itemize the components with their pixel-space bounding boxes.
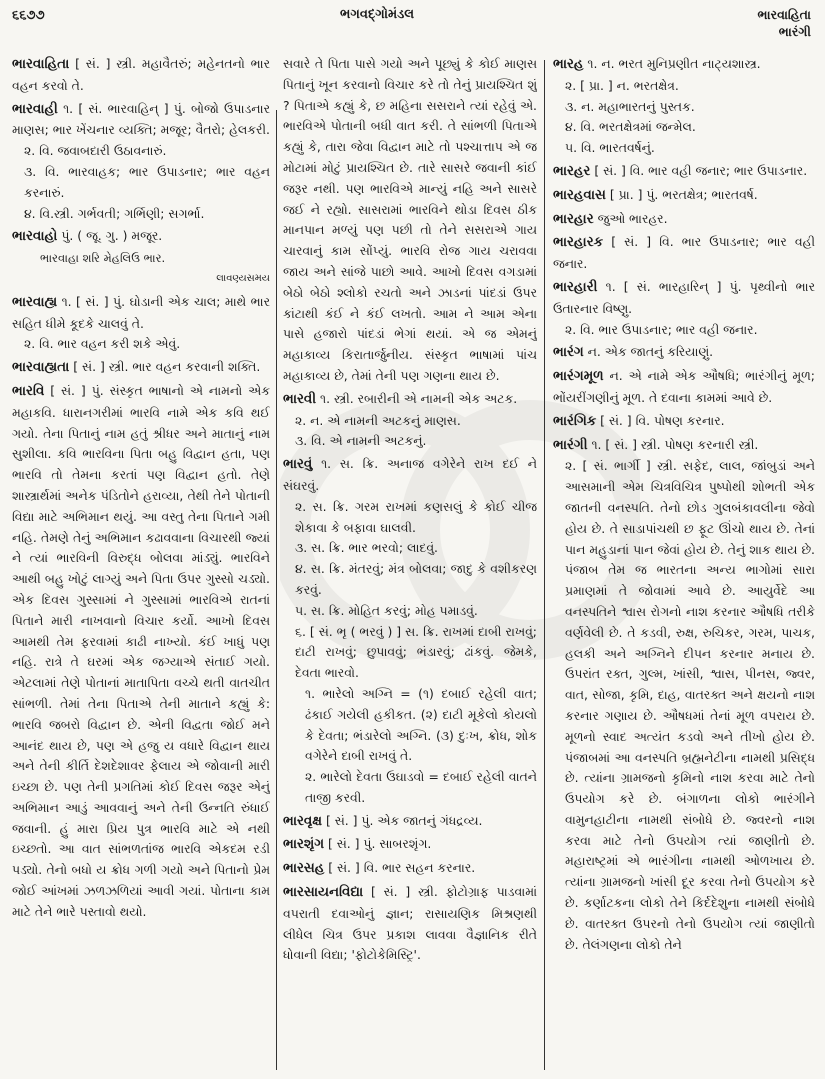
entry-body: ન. એ નામે એક ઔષધિ; ભારંગીનું મૂળ; ભોંયરીંગણીનું મૂળ. તે દવાના કામમાં આવે છે. bbox=[553, 368, 815, 405]
dictionary-entry bbox=[553, 185, 815, 207]
sense: ૫. વિ. ભારતવર્ષનું. bbox=[565, 140, 655, 156]
entry-body: [ સં. ] વિ. ભાર સહન કરનાર. bbox=[328, 860, 476, 876]
left-column bbox=[12, 54, 270, 1072]
dictionary-entry bbox=[553, 209, 815, 231]
dictionary-entry bbox=[12, 292, 270, 355]
headword: ભારવાહ્ય bbox=[12, 294, 58, 310]
headword: ભારવું bbox=[283, 457, 313, 473]
quotation: ભારવાહા શરિ મેહલિઉ ભાર. bbox=[40, 251, 166, 266]
entry-body: ન. એક જાતનું કરિયાણું. bbox=[587, 344, 714, 360]
dictionary-entry bbox=[12, 99, 270, 225]
headword: ભારહારક bbox=[553, 235, 604, 251]
dictionary-entry bbox=[553, 435, 815, 956]
dictionary-entry bbox=[283, 882, 537, 966]
sense: ૧. [ સં. ભારવાહિન્ ] પું. બોજો ઉપાડનાર માણસ; ભાર ખેંચનાર વ્યક્તિ; મજૂર; વૈતરો; હેલકરી. bbox=[12, 100, 270, 138]
dictionary-entry bbox=[553, 342, 815, 364]
sense: ૩. વિ. એ નામની અટકનું. bbox=[295, 433, 427, 449]
entry-body: [ સં. ] વિ. પોષણ કરનાર. bbox=[600, 412, 725, 428]
headword: ભારસાયનવિદ્યા bbox=[283, 885, 364, 901]
sense: ૨. સ. ક્રિ. ગરમ રાખમાં કણસલું કે કોઈ ચીજ શેકાવા કે બફાવા ઘાલવી. bbox=[295, 498, 537, 535]
sense: ૪. વિ.સ્ત્રી. ગર્ભવતી; ગર્ભિણી; સગર્ભા. bbox=[24, 205, 205, 221]
dictionary-entry bbox=[283, 834, 537, 856]
dictionary-entry bbox=[553, 161, 815, 183]
dictionary-entry bbox=[553, 54, 815, 159]
headword: ભારહારી bbox=[553, 279, 598, 295]
dictionary-entry bbox=[12, 226, 270, 289]
dictionary-entry bbox=[553, 411, 815, 433]
sense: ૬. [ સં. ભૃ ( ભરવું ) ] સ. ક્રિ. રાખમાં દાબી રાખવું; દાટી રાખવું; છુપાવવું; ભંડારવું; ઢાંકવું. જેમકે, દેવતા ભારવો. bbox=[295, 623, 537, 681]
entry-body: પું. ( જૂ. ગુ. ) મજૂર. bbox=[61, 228, 163, 244]
headword: ભારવાહ્યતા bbox=[12, 360, 70, 376]
headword: ભારવિ bbox=[12, 383, 45, 399]
page-header bbox=[0, 0, 825, 52]
sense: ૧. ન. ભરત મુનિપ્રણીત નાટ્યશાસ્ત્ર. bbox=[587, 56, 761, 71]
headword: ભારંગી bbox=[553, 437, 588, 453]
headword: ભારહવાસ bbox=[553, 187, 606, 203]
entry-body: [ સં. ] સ્ત્રી. ફોટોગ્રાફ પાડવામાં વપરાતી દવાઓનું જ્ઞાન; રાસાયણિક મિશ્રણથી લીધેલ ચિત્ર ઉપર પ્રકાશ લાવવા વૈજ્ઞાનિક રીતે ધોવાની વિદ્યા; 'ફોટોકેમિસ્ટ્રિ'. bbox=[283, 884, 537, 963]
headword: ભારવાહી bbox=[12, 101, 58, 117]
sense: ૧. [ સં. ] પું. ઘોડાની એક ચાલ; માથે ભાર સહિત ધીમે કૂદકે ચાલવું તે. bbox=[12, 293, 270, 331]
book-title: ભગવદ્ગોમંડલ bbox=[340, 7, 415, 22]
headword: ભારવાહિતા bbox=[12, 57, 70, 72]
dictionary-entry bbox=[283, 389, 537, 452]
headword: ભારસહ bbox=[283, 861, 325, 877]
headword: ભારવૃક્ષ bbox=[283, 813, 322, 829]
dictionary-entry bbox=[12, 381, 270, 923]
dictionary-entry bbox=[283, 858, 537, 880]
sense: ૩. સ. ક્રિ. ભાર ભરવો; લાદવું. bbox=[295, 540, 438, 556]
headword: ભારવાહો bbox=[12, 229, 58, 245]
headword: ભારશૃંગ bbox=[283, 837, 325, 853]
headword: ભારહાર bbox=[553, 211, 594, 227]
dictionary-entry bbox=[553, 232, 815, 275]
headword: ભારહ bbox=[553, 57, 584, 72]
phrase: ૨. ભારેલો દેવતા ઉઘાડવો = દબાઈ રહેલી વાતને તાજી કરવી. bbox=[305, 769, 537, 805]
guide-words bbox=[758, 6, 811, 40]
entry-body: [ સં. ] પું. સાબરશૃંગ. bbox=[327, 836, 432, 852]
headword: ભારંગમૂળ bbox=[553, 369, 604, 385]
sense: ૩. ન. મહાભારતનું પુસ્તક. bbox=[565, 98, 695, 114]
entry-body: [ સં. ] વિ. ભાર વહી જનાર; ભાર ઉપાડનાર. bbox=[594, 162, 808, 178]
sense: ૨. [ પ્રા. ] ન. ભરતક્ષેત્ર. bbox=[565, 77, 679, 93]
entry-body: [ સં. ] વિ. ભાર ઉપાડનાર; ભાર વહી જનાર. bbox=[553, 234, 815, 272]
headword: ભારહર bbox=[553, 163, 591, 179]
sense: ૧. સ. ક્રિ. અનાજ વગેરેને રાખ દઈ ને સંઘરવું. bbox=[283, 456, 537, 493]
sense: ૨. વિ. ભાર વહન કરી શકે એવું. bbox=[24, 336, 181, 352]
cross-reference: જુઓ ભારહર. bbox=[597, 210, 668, 226]
guide-word-first: ભારવાહિતા bbox=[757, 7, 811, 22]
sense: ૧. સ્ત્રી. રબારીની એ નામની એક અટક. bbox=[320, 390, 518, 406]
entry-body: [ સં. ] પું. એક જાતનું ગંધદ્રવ્ય. bbox=[325, 812, 483, 828]
dictionary-entry bbox=[12, 54, 270, 97]
sense: ૫. સ. ક્રિ. મોહિત કરવું; મોહ પમાડવું. bbox=[295, 602, 478, 618]
entry-continuation: સવારે તે પિતા પાસે ગયો અને પૂછ્યું કે કોઈ માણસ પિતાનું ખૂન કરવાનો વિચાર કરે તો તેનું પ્રાયશ્ચિત શું ? પિતાએ કહ્યું કે, છ મહિના સસરાને ત્યાં રહેવું એ. ભારવિએ પોતાની બધી વાત કરી. તે સાંભળી પિતાએ કહ્યું કે, તારા જેવા વિદ્વાન માટે તો પશ્ચાત્તાપ એ જ મોટામાં મોટું પ્રાયશ્ચિત છે. તારે સાસરે જવાની કાંઈ જરૂર નથી. પણ ભારવિએ માન્યું નહિ અને સાસરે જઈ ને રહ્યો. સાસરામાં ભારવિને થોડા દિવસ ઠીક માનપાન મળ્યું પણ પછી તો તેને સસરાએ ગાય ચારવાનું કામ સોંપ્યું. ભારવિ રોજ ગાય ચરાવવા જાય અને સાંજે પાછો આવે. આખો દિવસ વગડામાં બેઠો બેઠો શ્લોકો રચતો અને ઝાડનાં પાંદડાં ઉપર કાંટાથી કંઈ ને કંઈ લખતો. આમ ને આમ એના પાસે હજારો પાંદડાં ભેગાં થયાં. એ જ એમનું મહાકાવ્ય કિરાતાર્જુનીય. સંસ્કૃત ભાષામાં પાંચ મહાકાવ્ય છે, તેમાં તેની પણ ગણના થાય છે. bbox=[283, 56, 537, 383]
entry-body: [ સં. ] સ્ત્રી. ભાર વહન કરવાની શક્તિ. bbox=[73, 359, 261, 375]
quotation-attribution: લાવણ્યસમય bbox=[216, 272, 270, 284]
sense: ૨. વિ. જવાબદારી ઉઠાવનારું. bbox=[24, 143, 167, 159]
dictionary-entry bbox=[553, 277, 815, 340]
dictionary-entry bbox=[283, 811, 537, 833]
sense: ૪. સ. ક્રિ. મંતરવું; મંત્ર બોલવા; જાદુ કે વશીકરણ કરવું. bbox=[295, 561, 537, 597]
sense: ૨. ન. એ નામની અટકનું માણસ. bbox=[295, 412, 461, 428]
sense: ૧. [ સં. ] સ્ત્રી. પોષણ કરનારી સ્ત્રી. bbox=[591, 436, 759, 452]
sense: ૧. [ સં. ભારહારિન્ ] પું. પૃથ્વીનો ભાર ઉતારનાર વિષ્ણુ. bbox=[553, 278, 815, 316]
sense: ૩. વિ. ભારવાહક; ભાર ઉપાડનાર; ભાર વહન કરનારું. bbox=[24, 163, 270, 200]
phrase: ૧. ભારેલો અગ્નિ = (૧) દબાઈ રહેલી વાત; ઢંકાઈ ગયેલી હકીકત. (૨) દાટી મૂકેલો કોયલો કે દેવતા; ભંડારેલો અગ્નિ. (૩) દુઃખ, ક્રોધ, શોક વગેરેને દાબી રાખવું તે. bbox=[305, 685, 537, 764]
headword: ભારંગિક bbox=[553, 413, 597, 429]
entry-body: [ સં. ] સ્ત્રી. મહાવૈતરું; મહેનતનો ભાર વહન કરવો તે. bbox=[12, 56, 270, 93]
dictionary-entry bbox=[283, 454, 537, 809]
sense: ૨. વિ. ભાર ઉપાડનાર; ભાર વહી જનાર. bbox=[565, 321, 758, 337]
headword: ભારંગ bbox=[553, 345, 584, 361]
entry-body: [ સં. ] પું. સંસ્કૃત ભાષાનો એ નામનો એક મહાકવિ. ધારાનગરીમાં ભારવિ નામે એક કવિ થઈ ગયો. તેના પિતાનું નામ હતું શ્રીધર અને માતાનું નામ સુશીલા. કવિ ભારવિના પિતા બહુ વિદ્વાન હતા, પણ ભારવિ તો તેમના કરતાં પણ વિદ્વાન હતો. તેણે શાસ્ત્રાર્થમાં અનેક પંડિતોને હરાવ્યા, તેથી તેને પોતાની વિદ્યા માટે અભિમાન થયું. આ વસ્તુ તેના પિતાને ગમી નહિ. તેમણે તેનું અભિમાન કઢાવવાના વિચારથી જ્યાં ને ત્યાં ભારવિની વિરુદ્ધ બોલવા માંડ્યું. ભારવિને આથી બહુ ખોટું લાગ્યું અને પિતા ઉપર ગુસ્સો ચડ્યો. એક દિવસ ગુસ્સામાં ને ગુસ્સામાં ભારવિએ રાતનાં પિતાને મારી નાખવાનો વિચાર કર્યો. આખો દિવસ આમથી તેમ ફરવામાં કાઢી નાખ્યો. કંઈ ખાધું પણ નહિ. રાત્રે તે ઘરમાં એક જગ્યાએ સંતાઈ ગયો. એટલામાં તેણે પોતાનાં માતાપિતા વચ્ચે થતી વાતચીત સાંભળી. તેમાં તેના પિતાએ તેની માતાને કહ્યું કે: ભારવિ જબરો વિદ્વાન છે. એની વિદ્વતા જોઈ મને આનંદ થાય છે, પણ એ હજુ ય વધારે વિદ્વાન થાય અને તેની કીર્તિ દેશદેશાવર ફેલાય એ જોવાની મારી ઇચ્છા છે. પણ તેની પ્રગતિમાં કોઈ દિવસ જરૂર એનું અભિમાન આડું આવવાનું અને તેની ઉન્નતિ રુંધાઈ જવાની. હું મારા પ્રિય પુત્ર ભારવિ માટે એ નથી ઇચ્છતો. આ વાત સાંભળતાંજ ભારવિ એકદમ રડી પડ્યો. તેનો બધો ય ક્રોધ ગળી ગયો અને પિતાનો પ્રેમ જોઈ આંખમાં ઝળઝળિયાં આવી ગયાં. પોતાના કામ માટે તેને ભારે પસ્તાવો થયો. bbox=[12, 382, 270, 919]
sense: ૪. વિ. ભરતક્ષેત્રમાં જન્મેલ. bbox=[565, 119, 696, 135]
dictionary-columns bbox=[0, 54, 825, 1074]
right-column bbox=[553, 54, 815, 1072]
dictionary-entry bbox=[12, 357, 270, 379]
dictionary-entry bbox=[553, 366, 815, 409]
middle-column bbox=[283, 54, 537, 1072]
sense: ૨. [ સં. ભાર્ગી ] સ્ત્રી. સફેદ, લાલ, જાંબુડાં અને આસમાની એમ ચિત્રવિચિત્ર પુષ્પોથી શોભતી એક જાતની વનસ્પતિ. તેનો છોડ ગુલબંકાવલીના જેવો હોય છે. તે સાડાપાંચથી છ ફૂટ ઊંચો થાય છે. તેનાં પાન મહુડાનાં પાન જેવાં હોય છે. તેનું શાક થાય છે. પંજાબ તેમ જ ભારતના અન્ય ભાગોમાં સારા પ્રમાણમાં તે જોવામાં આવે છે. આયુર્વેદે આ વનસ્પતિને શ્વાસ રોગનો નાશ કરનાર ઔષધિ તરીકે વર્ણવેલી છે. તે કડવી, રુક્ષ, રુચિકર, ગરમ, પાચક, હલકી અને અગ્નિને દીપન કરનાર મનાય છે. ઉપરાંત રક્ત, ગુલ્મ, ખાંસી, શ્વાસ, પીનસ, જ્વર, વાત, સોજા, કૃમિ, દાહ, વાતરક્ત અને ક્ષયનો નાશ કરનાર ગણાય છે. ઔષધમાં તેનાં મૂળ વપરાય છે. મૂળનો સ્વાદ અત્યંત કડવો અને તીખો હોય છે. પંજાબમાં આ વનસ્પતિ બ્રહ્મનેટીના નામથી પ્રસિદ્ધ છે. ત્યાંના ગ્રામજનો કૃમિનો નાશ કરવા માટે તેનો ઉપયોગ કરે છે. બંગાળના લોકો ભારંગીને વામુનહાટીના નામથી સંબોધે છે. જ્વરનો નાશ કરવા માટે તેનો ઉપયોગ ત્યાં જાણીતો છે. મહારાષ્ટ્રમાં એ ભારંગીના નામથી ઓળખાય છે. ત્યાંના ગ્રામજનો ખાંસી દૂર કરવા તેનો ઉપયોગ કરે છે. કર્ણાટકના લોકો તેને કિર્દદેશુના નામથી સંબોધે છે. વાતરક્ત ઉપરનો તેનો ઉપયોગ ત્યાં જાણીતો છે. તેલંગણના લોકો તેને bbox=[565, 458, 815, 952]
entry-body: [ પ્રા. ] પું. ભરતક્ષેત્ર; ભારતવર્ષ. bbox=[609, 186, 758, 202]
page-number: ૬૬૭૭ bbox=[12, 8, 45, 23]
headword: ભારવી bbox=[283, 391, 317, 407]
guide-word-last: ભારંગી bbox=[778, 24, 811, 39]
